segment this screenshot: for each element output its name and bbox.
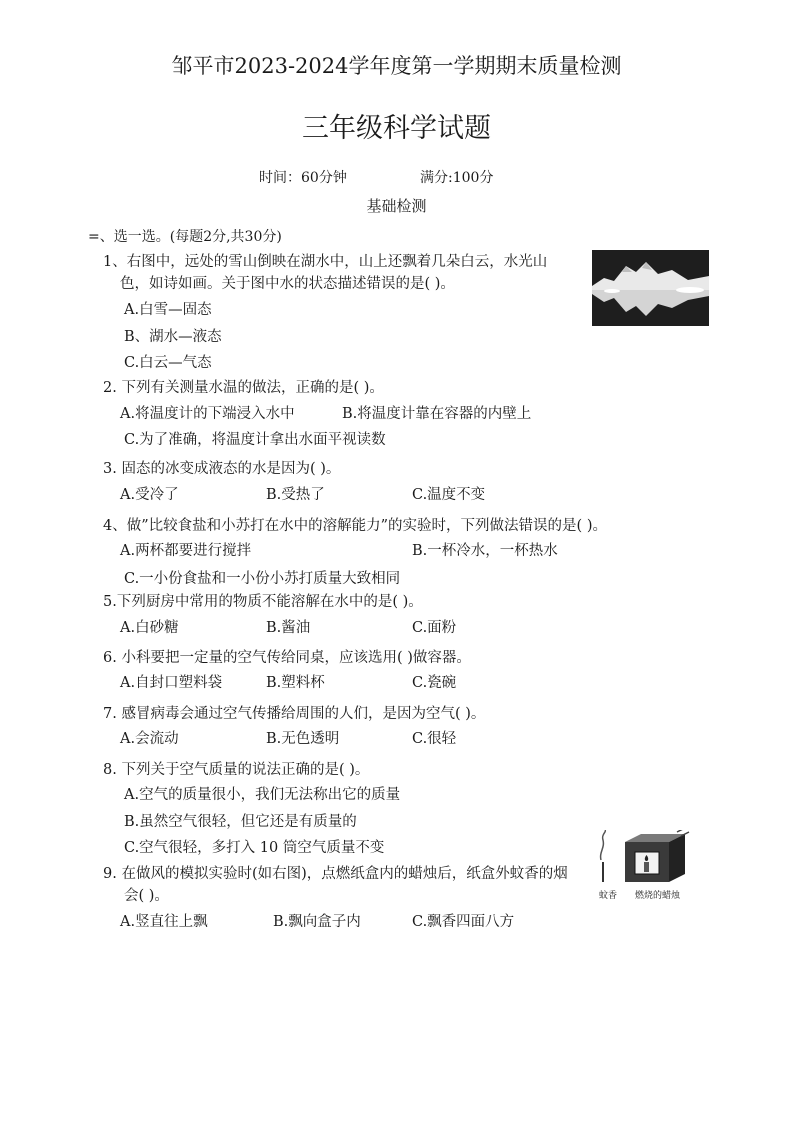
question-6-line-1: 6. 小科要把一定量的空气传给同桌，应该选用( )做容器。 <box>103 650 471 666</box>
q6-option-b: B.塑料杯 <box>266 675 325 691</box>
q1-option-c: C.白云—气态 <box>124 355 212 371</box>
q1-option-a: A.白雪—固态 <box>124 302 212 318</box>
question-5-line-1: 5.下列厨房中常用的物质不能溶解在水中的是( )。 <box>103 594 423 610</box>
q8-option-c: C.空气很轻，多打入 10 筒空气质量不变 <box>124 840 385 856</box>
incense-label: 蚊香 <box>599 891 618 901</box>
question-9-line-2: 会( )。 <box>124 888 169 904</box>
question-3-line-1: 3. 固态的冰变成液态的水是因为( )。 <box>103 461 341 477</box>
q2-option-a: A.将温度计的下端浸入水中 <box>120 406 295 422</box>
part-heading: =、选一选。(每题2分,共30分) <box>88 229 282 245</box>
q3-option-a: A.受冷了 <box>120 487 179 503</box>
q7-option-a: A.会流动 <box>120 731 179 747</box>
q5-option-b: B.酱油 <box>266 620 311 636</box>
q8-option-a: A.空气的质量很小，我们无法称出它的质量 <box>124 787 401 803</box>
q2-option-c: C.为了准确，将温度计拿出水面平视读数 <box>124 432 386 448</box>
question-1-line-1: 1、右图中，远处的雪山倒映在湖水中，山上还飘着几朵白云，水光山 <box>103 254 548 270</box>
q1-option-b: B、湖水—液态 <box>124 329 222 345</box>
question-8-line-1: 8. 下列关于空气质量的说法正确的是( )。 <box>103 762 370 778</box>
q5-option-a: A.白砂糖 <box>120 620 179 636</box>
q5-option-c: C.面粉 <box>412 620 457 636</box>
q9-option-b: B.飘向盒子内 <box>273 914 361 930</box>
q9-option-a: A.竖直往上飘 <box>120 914 208 930</box>
q6-option-c: C.瓷碗 <box>412 675 457 691</box>
exam-score: 满分:100分 <box>420 170 494 186</box>
candle-label: 燃烧的蜡烛 <box>635 891 681 901</box>
q4-option-a: A.两杯都要进行搅拌 <box>120 543 252 559</box>
q7-option-c: C.很轻 <box>412 731 457 747</box>
question-7-line-1: 7. 感冒病毒会通过空气传播给周围的人们，是因为空气( )。 <box>103 706 486 722</box>
exam-time: 时间：60分钟 <box>259 170 347 186</box>
wind-experiment-figure <box>595 830 691 904</box>
section-title: 基础检测 <box>366 197 427 215</box>
q4-option-b: B.一杯冷水，一杯热水 <box>412 543 558 559</box>
q2-option-b: B.将温度计靠在容器的内壁上 <box>342 406 532 422</box>
exam-subtitle: 三年级科学试题 <box>302 113 491 144</box>
question-1-line-2: 色，如诗如画。关于图中水的状态描述错误的是( )。 <box>120 276 455 292</box>
q9-option-c: C.飘香四面八方 <box>412 914 515 930</box>
q8-option-b: B.虽然空气很轻，但它还是有质量的 <box>124 814 357 830</box>
question-2-line-1: 2. 下列有关测量水温的做法，正确的是( )。 <box>103 380 384 396</box>
q3-option-b: B.受热了 <box>266 487 325 503</box>
snow-mountain-lake-photo <box>592 250 709 326</box>
q4-option-c: C.一小份食盐和一小份小苏打质量大致相同 <box>124 571 401 587</box>
question-4-line-1: 4、做”比较食盐和小苏打在水中的溶解能力”的实验时，下列做法错误的是( )。 <box>103 518 607 534</box>
question-9-line-1: 9. 在做风的模拟实验时(如右图)，点燃纸盒内的蜡烛后，纸盒外蚊香的烟 <box>103 866 568 882</box>
exam-title: 邹平市2023-2024学年度第一学期期末质量检测 <box>171 54 622 78</box>
q7-option-b: B.无色透明 <box>266 731 340 747</box>
q3-option-c: C.温度不变 <box>412 487 486 503</box>
q6-option-a: A.自封口塑料袋 <box>120 675 223 691</box>
candle-box-illustration <box>595 830 691 886</box>
